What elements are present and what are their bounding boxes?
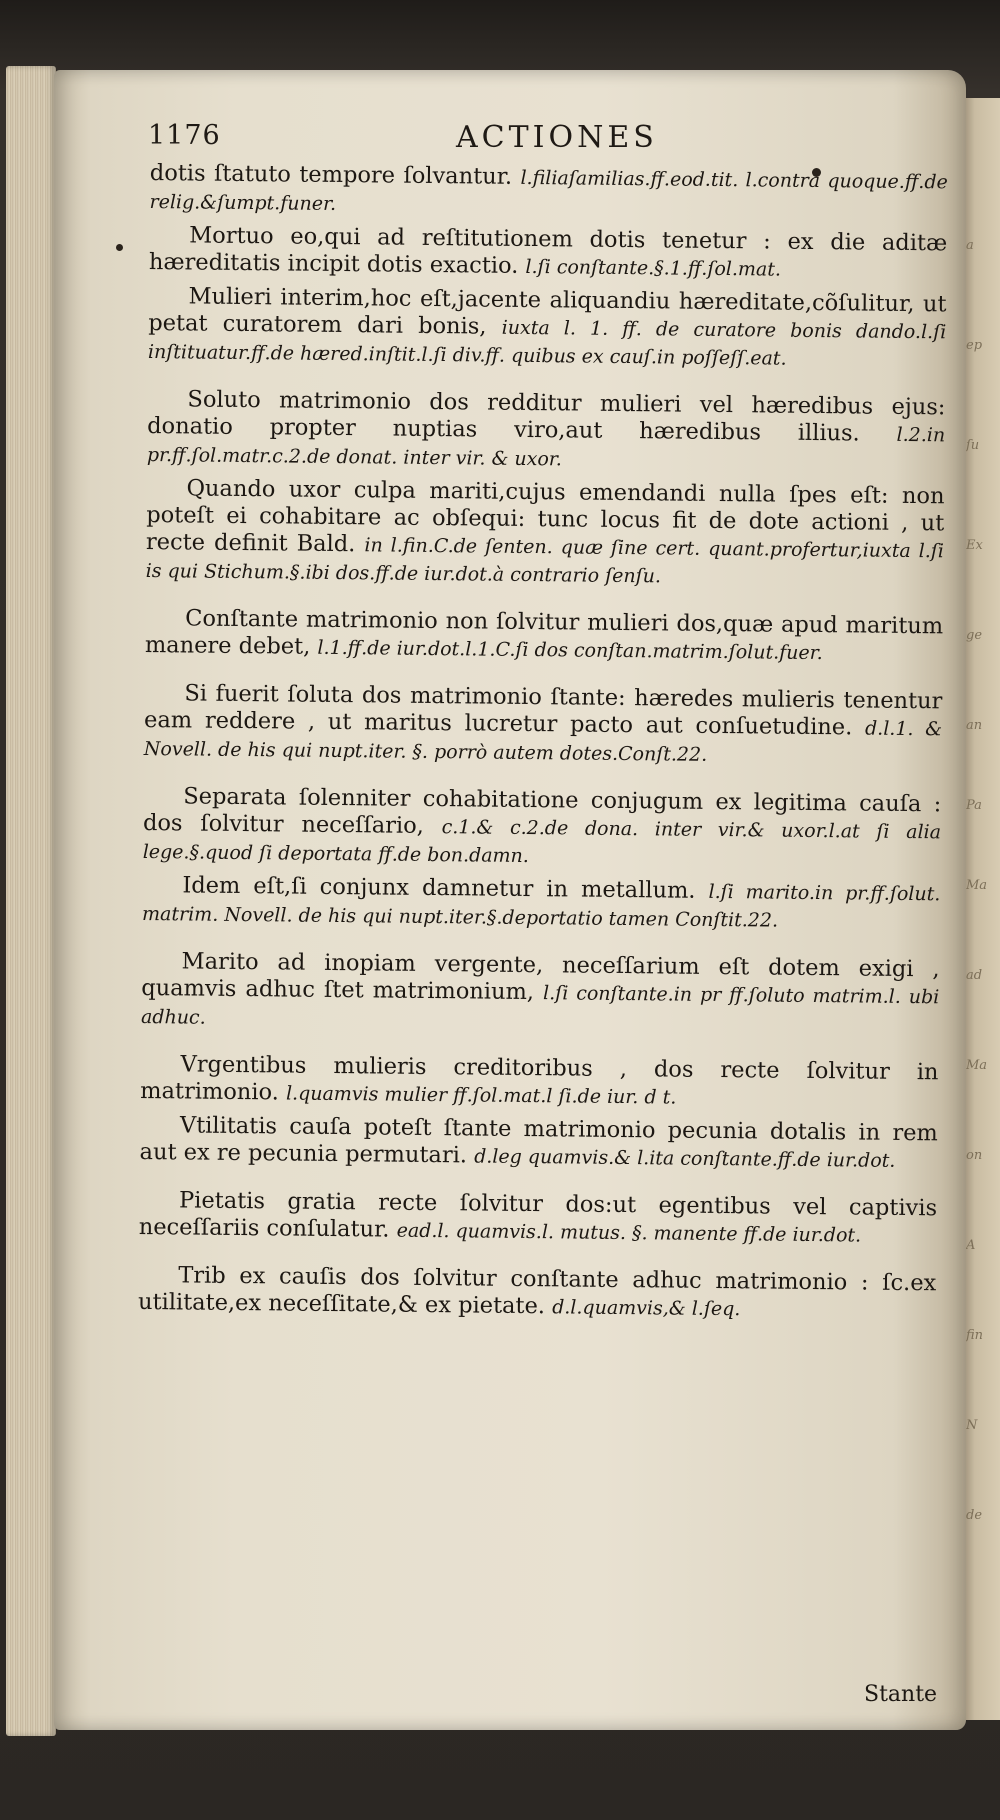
legal-citation: in l.fin.C.de ſenten. quæ ſine cert. quant.profertur,iuxta l.ſi is qui Stichum.§.ibi dos.ff.de iur.dot.à contrario ſenſu. — [145, 534, 945, 588]
ink-spot — [116, 244, 123, 251]
paragraph — [139, 1112, 938, 1175]
paragraph-text: Conſtante matrimonio non ſolvitur mulieri dos,quæ apud maritum manere debet, — [144, 605, 944, 660]
body-text — [138, 160, 948, 1325]
paragraph — [146, 475, 945, 593]
paragraph — [141, 948, 940, 1039]
legal-citation: d.l.quamvis,& l.ſeq. — [552, 1296, 741, 1321]
legal-citation: d.l.1. & Novell. de his qui nupt.iter. §. porrò autem dotes.Conſt.22. — [143, 717, 943, 766]
paragraph-text: Vrgentibus mulieris creditoribus , dos recte ſolvitur in matrimonio. — [140, 1051, 939, 1106]
paragraph — [149, 160, 948, 224]
paragraph-text: Separata ſolenniter cohabitatione conjugum ex legitima cauſa : dos ſolvitur neceſſario, — [142, 783, 942, 839]
paragraph-text: Pietatis gratia recte ſolvitur dos:ut egentibus vel captivis neceſſariis conſulatur. — [138, 1187, 938, 1243]
facing-margin-text: ge — [966, 628, 983, 643]
paragraph — [145, 605, 944, 668]
paragraph — [143, 783, 942, 874]
paragraph-text: Mulieri interim,hoc eſt,jacente aliquandiu hæreditate,cõſulitur, ut petat curatorem dari bonis, — [148, 283, 947, 340]
facing-margin-text: A — [966, 1238, 976, 1253]
paragraph — [142, 872, 941, 936]
facing-margin-text: a — [966, 238, 974, 253]
paragraph — [139, 1187, 938, 1250]
legal-citation: l.ſi conſtante.§.1.ff.ſol.mat. — [525, 255, 782, 281]
legal-citation: l.2.in pr.ff.ſol.matr.c.2.de donat. inter vir. & uxor. — [146, 423, 946, 471]
paragraph-text: Mortuo eo,qui ad reſtitutionem dotis tenetur : ex die aditæ hæreditatis incipit dotis exactio. — [148, 222, 948, 279]
page-number: 1176 — [148, 120, 221, 151]
legal-citation: iuxta l. 1. ff. de curatore bonis dando.l.ſi inſtituatur.ff.de hæred.inſtit.l.ſi div.ff. quibus ex cauſ.in poſſeſſ.eat. — [147, 316, 947, 370]
running-head: ACTIONES — [456, 120, 658, 155]
facing-margin-text: ſu — [966, 438, 980, 453]
paragraph — [148, 283, 947, 374]
paragraph-text: Marito ad inopiam vergente, neceſſarium eſt dotem exigi , quamvis adhuc ſtet matrimonium, — [141, 948, 940, 1006]
paragraph — [138, 1262, 937, 1325]
legal-citation: c.1.& c.2.de dona. inter vir.& uxor.l.at ſi alia lege.§.quod ſi deportata ff.de bon.damn. — [142, 816, 942, 868]
legal-citation: l.filiaſamilias.ff.eod.tit. l.contra quoque.ff.de relig.&ſumpt.funer. — [149, 166, 948, 215]
facing-margin-text: Ma — [966, 1058, 988, 1073]
facing-margin-text: N — [966, 1418, 978, 1433]
facing-margin-text: ep — [966, 338, 983, 353]
legal-citation: d.leg quamvis.& l.ita conſtante.ff.de iur.dot. — [474, 1145, 896, 1172]
legal-citation: l.1.ff.de iur.dot.l.1.C.ſi dos conſtan.matrim.ſolut.fuer. — [317, 636, 823, 665]
paragraph — [149, 222, 948, 285]
facing-margin-text: fin — [966, 1328, 984, 1343]
legal-citation: l.ſi marito.in pr.ff.ſolut. matrim. Novell. de his qui nupt.iter.§.deportatio tamen Conſtit.22. — [141, 880, 941, 932]
paragraph-text: Quando uxor culpa mariti,cujus emendandi nulla ſpes eſt: non poteſt ei cohabitare ac obſequi: tunc locus fit de dote actioni , ut recte definit Bald. — [145, 475, 945, 558]
paragraph-text: Idem eſt,ſi conjunx damnetur in metallum. — [182, 872, 696, 904]
paragraph-text: dotis ſtatuto tempore ſolvantur. — [149, 160, 513, 190]
facing-margin-text: de — [966, 1508, 983, 1523]
paragraph-text: Soluto matrimonio dos redditur mulieri vel hæredibus ejus: donatio propter nuptias viro,aut hæredibus illius. — [147, 386, 946, 447]
facing-margin-text: an — [966, 718, 983, 733]
catchword: Stante — [864, 1682, 938, 1707]
legal-citation: ead.l. quamvis.l. mutus. §. manente ff.de iur.dot. — [396, 1219, 862, 1247]
facing-margin-text: on — [966, 1148, 983, 1163]
paragraph — [144, 680, 943, 771]
legal-citation: l.ſi conſtante.in pr ff.ſoluto matrim.l. ubi adhuc. — [140, 982, 940, 1029]
legal-citation: l.quamvis mulier ff.ſol.mat.l ſi.de iur. d t. — [285, 1082, 677, 1109]
facing-margin-text: ad — [966, 968, 983, 983]
paragraph — [140, 1051, 939, 1114]
paragraph-text: Vtilitatis cauſa poteſt ſtante matrimonio pecunia dotalis in rem aut ex re pecunia permutari. — [139, 1112, 938, 1169]
paragraph — [147, 386, 946, 477]
paragraph-text: Trib ex cauſis dos ſolvitur conſtante adhuc matrimonio : ſc.ex utilitate,ex neceſſitate,& ex pietate. — [137, 1262, 937, 1320]
page-stack-edges — [6, 66, 56, 1736]
facing-margin-text: Ma — [966, 878, 988, 893]
facing-margin-text: Ex — [966, 538, 983, 553]
facing-margin-text: Pa — [966, 798, 982, 813]
paragraph-text: Si fuerit ſoluta dos matrimonio ſtante: hæredes mulieris tenentur eam reddere , ut maritus lucretur pacto aut conſuetudine. — [143, 680, 943, 741]
